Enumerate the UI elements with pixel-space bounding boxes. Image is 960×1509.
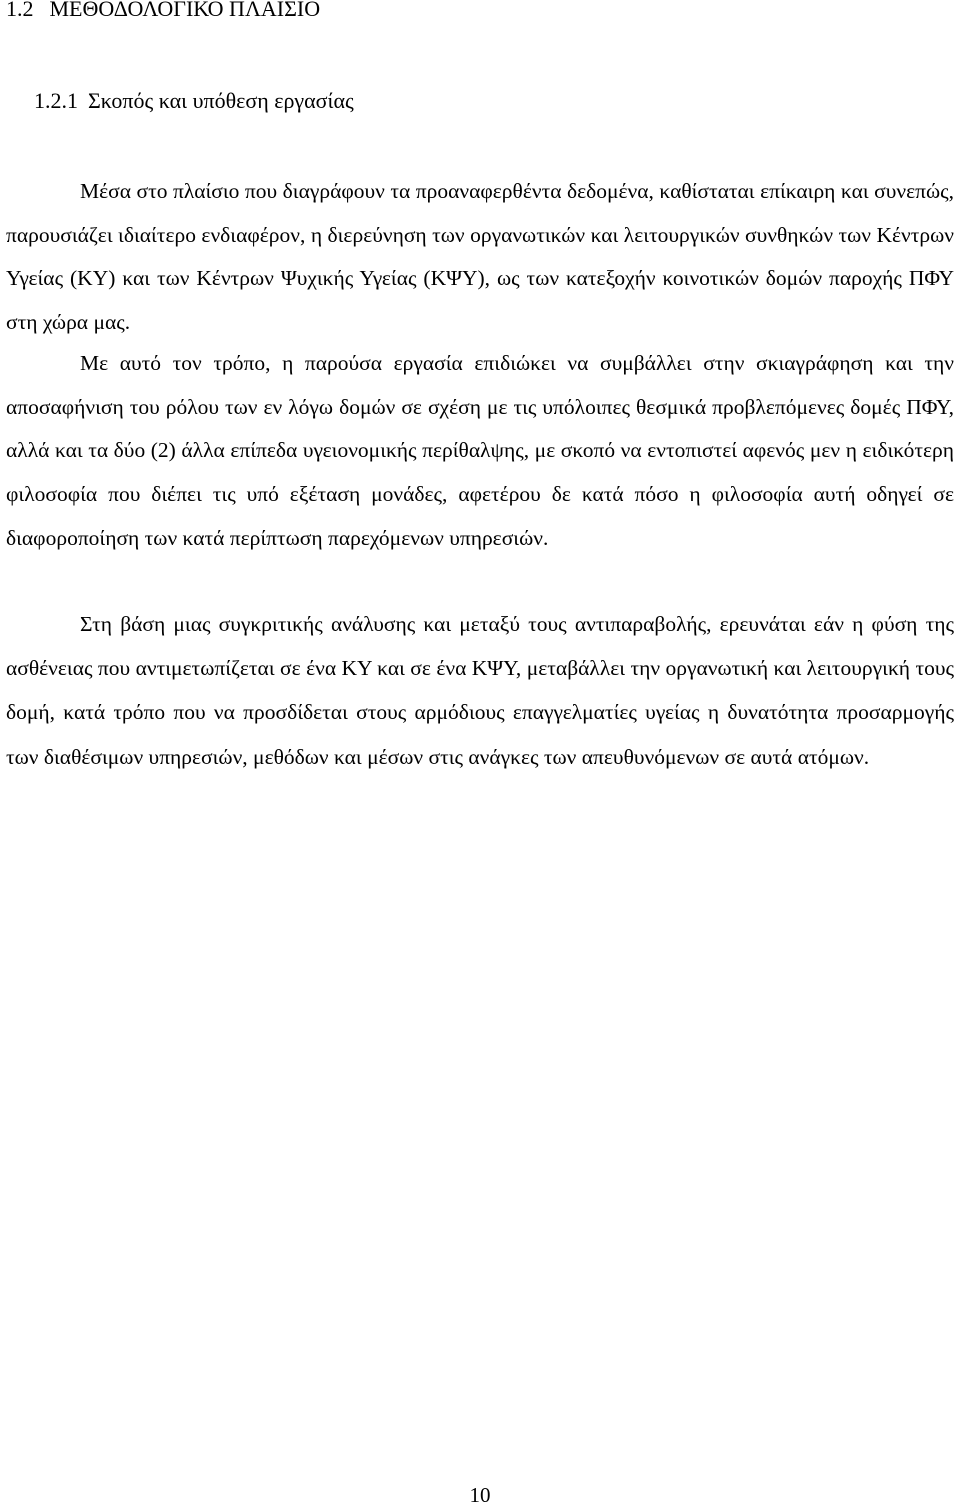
section-number: 1.2 <box>6 0 34 21</box>
subsection-heading <box>34 86 354 116</box>
section-heading <box>6 0 320 24</box>
paragraph-3: Στη βάση μιας συγκριτικής ανάλυσης και μεταξύ τους αντιπαραβολής, ερευνάται εάν η φύση της ασθένειας που αντιμετωπίζεται σε ένα ΚΥ και σε ένα ΚΨΥ, μεταβάλλει την οργανωτική και λειτουργική τους δομή, κατά τρόπο που να προσδίδεται στους αρμόδιους επαγγελματίες υγείας η δυνατότητα προσαρμογής των διαθέσιμων υπηρεσιών, μεθόδων και μέσων στις ανάγκες των απευθυνόμενων σε αυτά ατόμων. <box>6 612 954 769</box>
subsection-number: 1.2.1 <box>34 88 78 113</box>
paragraph-1: Μέσα στο πλαίσιο που διαγράφουν τα προαναφερθέντα δεδομένα, καθίσταται επίκαιρη και συνεπώς, παρουσιάζει ιδιαίτερο ενδιαφέρον, η διερεύνηση των οργανωτικών και λειτουργικών συνθηκών των Κέντρων Υγείας (ΚΥ) και των Κέντρων Ψυχικής Υγείας (ΚΨΥ), ως των κατεξοχήν κοινοτικών δομών παροχής ΠΦΥ στη χώρα μας. <box>6 179 954 334</box>
page-number: 10 <box>469 1483 491 1507</box>
paragraph-2: Με αυτό τον τρόπο, η παρούσα εργασία επιδιώκει να συμβάλλει στην σκιαγράφηση και την αποσαφήνιση του ρόλου των εν λόγω δομών σε σχέση με τις υπόλοιπες θεσμικά προβλεπόμενες δομές ΠΦΥ, αλλά και τα δύο (2) άλλα επίπεδα υγειονομικής περίθαλψης, με σκοπό να εντοπιστεί αφενός μεν η ειδικότερη φιλοσοφία που διέπει τις υπό εξέταση μονάδες, αφετέρου δε κατά πόσο η φιλοσοφία αυτή οδηγεί σε διαφοροποίηση των κατά περίπτωση παρεχόμενων υπηρεσιών. <box>6 351 954 550</box>
subsection-title: Σκοπός και υπόθεση εργασίας <box>88 88 354 113</box>
section-title: ΜΕΘΟΔΟΛΟΓΙΚΟ ΠΛΑΙΣΙΟ <box>49 0 321 21</box>
